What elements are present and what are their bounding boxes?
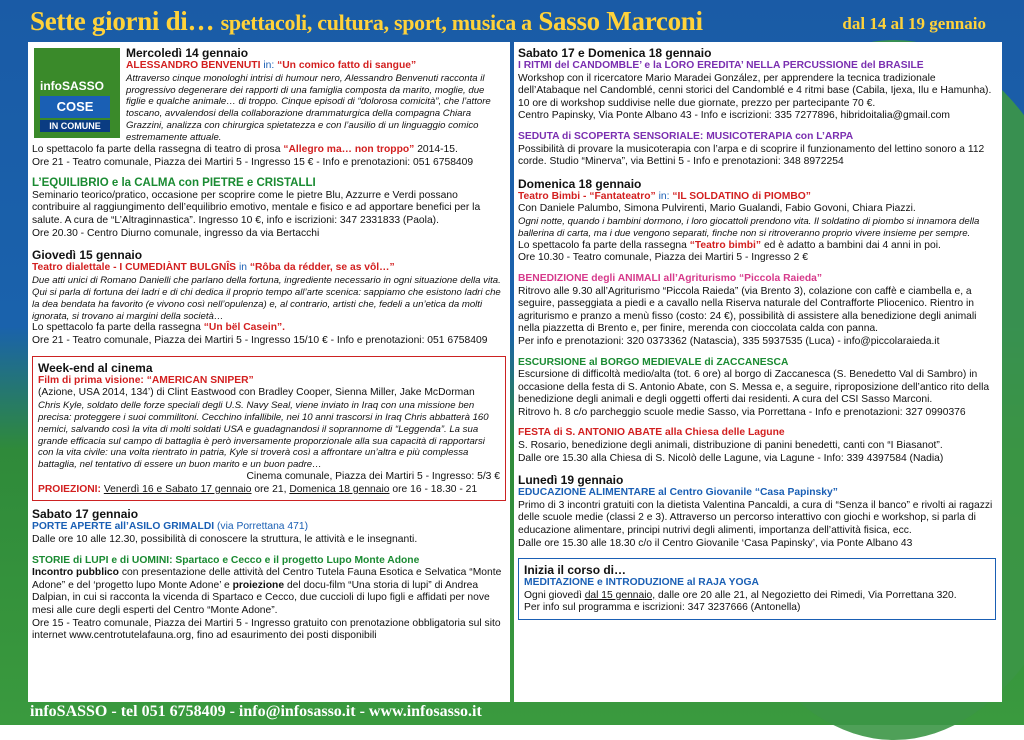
event-description: Possibilità di provare la musicoterapia con l’arpa e di scoprire il funzionamento del lettino sonoro a 112 corde. Studio “Minerva”, via Bettini 5 - Info e prenotazioni: 348 8972254	[518, 143, 985, 168]
event-title: SEDUTA di SCOPERTA SENSORIALE: MUSICOTERAPIA con L’ARPA	[518, 130, 854, 142]
event-description: Escursione di difficoltà medio/alta (tot. 6 ore) al borgo di Zaccanesca (S. Benedetto Val di Sambro) in occasione della festa di S. Antonio Abate, con S. Messa e, a seguire, riproposizione dell’antico rito della benedizione degli animali e degli oggetti offerti dai residenti. A cura del CSI Sasso Marconi.	[518, 369, 990, 406]
event-candomble	[518, 46, 996, 123]
event-cast: Con Daniele Palumbo, Simona Pulvirenti, Mario Gualandi, Fabio Govoni, Chiara Piazzi.	[518, 203, 916, 215]
event-description: Ogni notte, quando i bambini dormono, i loro giocattoli prendono vita. Il soldatino di piombo si innamora della ballerina di carta, ma i due vengono separati, finche non si ritroveranno proprio vivere insieme per sempre.	[518, 215, 980, 239]
event-title: PORTE APERTE all’ASILO GRIMALDI	[32, 521, 215, 533]
desc-text2: del docu-film “Una storia di lupi” di Andrea Dalpian, in cui si racconta la vicenda di Spartaco e Cecco, due cuccioli di lupo figli e affidati per nove mesi alle cure degli esperti del Centro “Monte Adone”.	[32, 579, 490, 616]
event-info: Dalle ore 15.30 alle 18.30 c/o il Centro Giovanile ‘Casa Papinsky’, via Ponte Albano 43	[518, 537, 913, 549]
event-in: in:	[263, 60, 275, 71]
infosasso-logo	[34, 48, 120, 138]
event-info: Ore 15 - Teatro comunale, Piazza dei Martiri 5 - Ingresso gratuito con prenotazione obbligatoria sul sito internet www.centrotutelafauna.org, fino ad esaurimento dei posti disponibili	[32, 617, 501, 642]
event-in: in	[238, 262, 247, 274]
proj-date2: Domenica 18 gennaio	[289, 483, 390, 495]
page-title	[30, 6, 703, 37]
cinema-cast: (Azione, USA 2014, 134’) di Clint Eastwood con Bradley Cooper, Sienna Miller, Jake McDorman	[38, 387, 475, 399]
event-in: in:	[658, 190, 670, 202]
event-benedizione	[518, 273, 996, 349]
event-description: Workshop con il ricercatore Mario Maradei González, per apprendere la tecnica tradizionale dell’Atabaque nel Candomblé, cenni storici del Candomblé e 4 ritmi base (Cabila, Ijexa, Ilu e Hamunha). 10 ore di workshop suddivise nelle due giornate, prezzo per partecipante 70 €.	[518, 72, 992, 109]
event-title: FESTA di S. ANTONIO ABATE alla Chiesa delle Lagune	[518, 427, 785, 439]
logo-text-b: COSE	[40, 96, 110, 118]
course-heading: Inizia il corso di…	[524, 563, 627, 578]
proj-label: PROIEZIONI:	[38, 483, 101, 495]
event-description: S. Rosario, benedizione degli animali, distribuzione di panini benedetti, canti con “I Biasanot”.	[518, 440, 943, 452]
event-dialettale	[32, 248, 506, 347]
event-description: Ritrovo alle 9.30 all’Agriturismo “Piccola Raieda” (via Brento 3), colazione con caffè e ciambella e, a seguire, passeggiata a piedi e a cavallo nella Riserva naturale del Contrafforte Pliocenico. Rientro in agriturismo e pranzo a menù fisso (costo: 24 €), possibilità di assistere alla benedizione degli animali nella piazzetta di Brento e, per finire, merenda con cioccolata calda con panna.	[518, 285, 977, 335]
cinema-description: Chris Kyle, soldato delle forze speciali degli U.S. Navy Seal, viene inviato in Iraq con una missione ben precisa: proteggere i suoi commilitoni. Cecchino infallibile, nei 10 anni trascorsi in Iraq Chris abbatterà 160 nemici, salvando così la vita di molti soldati USA e guadagnandosi il soprannome di “Leggenda”. La sua grande efficacia sul campo di battaglia è però inversamente proporzionale alla sua capacità di rapportarsi con la vita civile: una volta rientrato in patria, Kyle si troverà così a affrontare un’altra e più complessa battaglia, nel tentativo di essere un buon marito e un buon padre…	[38, 399, 489, 471]
title-part-c: Sasso Marconi	[538, 6, 703, 36]
cinema-info: Cinema comunale, Piazza dei Martiri 5 - Ingresso: 5/3 €	[246, 471, 500, 483]
event-description: Dalle ore 10 alle 12.30, possibilità di conoscere la struttura, le attività e le insegnanti.	[32, 534, 418, 545]
cinema-title: Film di prima visione: “AMERICAN SNIPER”	[38, 374, 254, 386]
event-benvenuti	[32, 46, 506, 169]
event-title: Teatro Bimbi - “Fantateatro”	[518, 190, 656, 202]
event-educazione	[518, 473, 996, 550]
event-show: “Un comico fatto di sangue”	[277, 60, 417, 71]
event-show: “IL SOLDATINO di PIOMBO”	[672, 190, 811, 202]
event-series: “Teatro bimbi”	[689, 239, 762, 251]
desc-bold2: proiezione	[232, 579, 285, 591]
event-soldatino	[518, 177, 996, 265]
event-info: Ore 20.30 - Centro Diurno comunale, ingresso da via Bertacchi	[32, 227, 320, 239]
title-part-b: spettacoli, cultura, sport, musica a	[220, 10, 532, 35]
event-series: “Allegro ma… non troppo”	[283, 144, 415, 156]
course-box	[518, 558, 996, 620]
proj-date1: Venerdì 16 e Sabato 17 gennaio	[103, 483, 252, 495]
event-equilibrio	[32, 177, 506, 240]
event-lupi	[32, 555, 506, 643]
course-schedule	[524, 590, 990, 603]
event-title: Teatro dialettale - I CUMEDIÀNT BULGNÎS	[32, 262, 237, 274]
desc-bold1: Incontro pubblico	[32, 567, 119, 579]
event-info: Ore 21 - Teatro comunale, Piazza dei Martiri 5 - Ingresso 15/10 € - Info e prenotazioni: 051 6758409	[32, 335, 488, 346]
event-title: STORIE di LUPI e di UOMINI: Spartaco e Cecco e il progetto Lupo Monte Adone	[32, 554, 420, 566]
event-series: “Un bël Casein”.	[203, 322, 285, 334]
event-title: ESCURSIONE al BORGO MEDIEVALE di ZACCANESCA	[518, 356, 789, 368]
event-asilo	[32, 507, 506, 546]
event-description: Seminario teorico/pratico, occasione per scoprire come le pietre Blu, Azzurre e Verdi possano contribuire al raggiungimento dell’equilibrio emotivo, mentale e fisico e ad apportare benefici per la salute. A cura de “L’Altraginnastica”. Ingresso 10 €, info e iscrizioni: 347 2331833 (Paola).	[32, 189, 481, 226]
proj-time1: ore 21,	[254, 483, 287, 495]
event-age: ed è adatto a bambini dai 4 anni in poi.	[763, 239, 941, 251]
event-info: Dalle ore 15.30 alla Chiesa di S. Nicolò delle Lagune, via Lagune - Info: 339 4397584 (Nadia)	[518, 452, 944, 464]
footer-contacts: infoSASSO - tel 051 6758409 - info@infosasso.it - www.infosasso.it	[30, 703, 482, 720]
event-festa	[518, 427, 996, 465]
day-heading: Lunedì 19 gennaio	[518, 473, 624, 488]
title-part-a: Sette giorni di…	[30, 6, 215, 36]
left-panel	[28, 42, 510, 702]
event-title: ALESSANDRO BENVENUTI	[126, 60, 261, 71]
event-title: EDUCAZIONE ALIMENTARE al Centro Giovanile “Casa Papinsky”	[518, 487, 838, 499]
course-info: Per info sul programma e iscrizioni: 347 3237666 (Antonella)	[524, 602, 801, 614]
event-show: “Rôba da rédder, se as vôl…”	[249, 262, 395, 274]
logo-text-c: IN COMUNE	[40, 120, 110, 132]
cinema-schedule	[38, 484, 500, 497]
event-description: Attraverso cinque monologhi intrisi di humour nero, Alessandro Benvenuti racconta il progressivo degenerare dei rapporti di una famiglia composta da marito, moglie, due figlie e qualche animale… di troppo. Cinque episodi di “dolorosa comicità”, che l’attore toscano, avvalendosi della collaborazione drammaturgica della compagna Chiara Grazzini, analizza con chirurgica spietatezza e con l’ausilio di un linguaggio comico estremamente attuale.	[126, 72, 491, 144]
day-heading: Giovedì 15 gennaio	[32, 248, 143, 263]
day-heading: Domenica 18 gennaio	[518, 176, 642, 191]
event-info: Centro Papinsky, Via Ponte Albano 43 - Info e iscrizioni: 335 7277896, hibridoitalia@gmail.com	[518, 110, 950, 122]
event-info: Per info e prenotazioni: 320 0373362 (Natascia), 335 5937535 (Luca) - info@piccolaraieda.it	[518, 335, 940, 347]
event-line: Lo spettacolo fa parte della rassegna	[518, 239, 687, 251]
event-escursione	[518, 357, 996, 420]
course-title: MEDITAZIONE e INTRODUZIONE al RAJA YOGA	[524, 577, 759, 589]
course-where: dalle ore 20 alle 21, al Negozietto dei Rimedi, Via Porrettana 320.	[658, 589, 957, 601]
day-heading: Mercoledì 14 gennaio	[126, 46, 249, 60]
event-title: I RITMI del CANDOMBLE’ e la LORO EREDITA’ NELLA PERCUSSIONE del BRASILE	[518, 60, 924, 71]
event-info: Ore 21 - Teatro comunale, Piazza dei Martiri 5 - Ingresso 15 € - Info e prenotazioni: 051 6758409	[32, 156, 474, 168]
course-when: Ogni giovedì	[524, 589, 582, 601]
right-panel	[514, 42, 1002, 702]
event-description: Due atti unici di Romano Danielli che parlano della fortuna, ingrediente necessario in ogni situazione della vita. Qui si parla di fortuna dei ladri e di chi dedica il proprio tempo all’arte scenica: sappiamo che esistono ladri che la dea bendata ha favorito (e vivono così nell’opulenza) e, al contrario, artisti che, fedeli a un’etica da molti ignorata, si trovano ai margini della società…	[32, 274, 501, 322]
event-info: Ritrovo h. 8 c/o parcheggio scuole medie Sasso, via Porrettana - Info e prenotazioni: 327 0990376	[518, 406, 966, 418]
event-via: (via Porrettana 471)	[217, 521, 309, 533]
cinema-heading: Week-end al cinema	[38, 360, 153, 375]
desc-text1: con presentazione delle attività del Centro Tutela Fauna Esotica e Selvatica “Monte Adone” e del ‘progetto lupo Monte Adone’ e	[32, 567, 502, 591]
proj-time2: ore 16 - 18.30 - 21	[392, 483, 478, 495]
date-range: dal 14 al 19 gennaio	[842, 14, 986, 33]
event-musicoterapia	[518, 131, 996, 169]
event-year: 2014-15.	[417, 144, 458, 156]
day-heading: Sabato 17 gennaio	[32, 507, 139, 522]
event-line: Lo spettacolo fa parte della rassegna	[32, 322, 201, 334]
day-heading: Sabato 17 e Domenica 18 gennaio	[518, 46, 712, 60]
event-title: BENEDIZIONE degli ANIMALI all’Agriturismo “Piccola Raieda”	[518, 272, 822, 284]
course-start: dal 15 gennaio,	[584, 589, 656, 601]
event-info: Ore 10.30 - Teatro comunale, Piazza dei Martiri 5 - Ingresso 2 €	[518, 252, 808, 264]
event-line: Lo spettacolo fa parte della rassegna di teatro di prosa	[32, 144, 281, 156]
event-description: Primo di 3 incontri gratuiti con la dietista Valentina Pancaldi, a cura di “Senza il banco” e rivolti ai ragazzi delle scuole medie (classi 2 e 3). Attraverso un percorso interattivo con giochi e workshop, si parla di educazione alimentare, principi nutrivi degli alimenti, importanza dell’attività fisica, ecc.	[518, 499, 993, 537]
event-description	[32, 567, 506, 617]
cinema-box	[32, 356, 506, 502]
logo-text-a: infoSASSO	[40, 79, 105, 93]
event-title: L’EQUILIBRIO e la CALMA con PIETRE e CRISTALLI	[32, 177, 316, 190]
